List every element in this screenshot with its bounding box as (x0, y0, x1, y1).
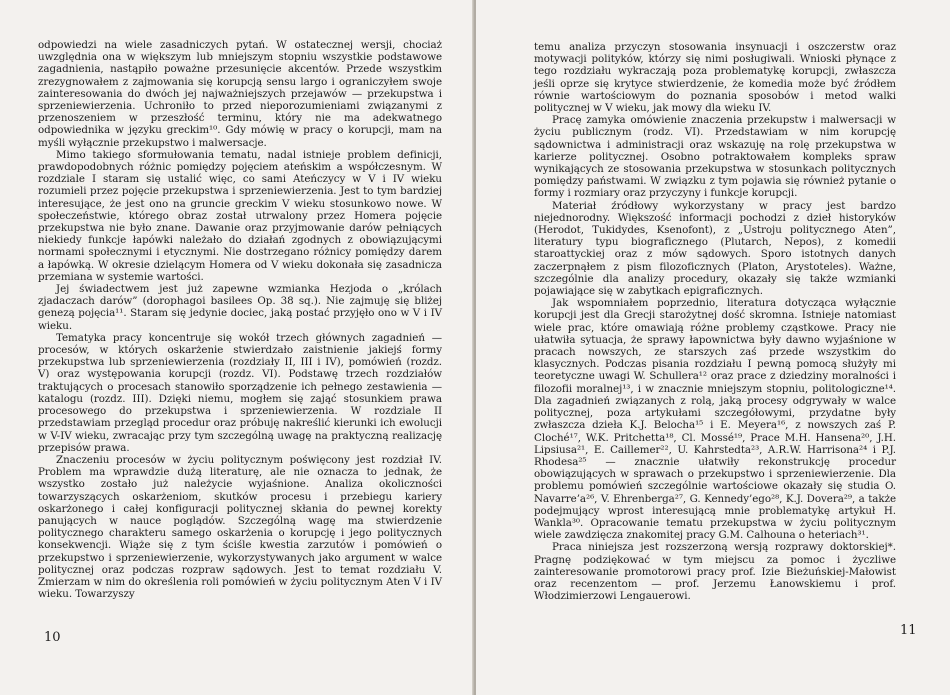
paragraph: odpowiedzi na wiele zasadniczych pytań. W ostatecznej wersji, chociaż uwzględnia ona w większym lub mniejszym stopniu wszystkie podstawowe zagadnienia, nastąpiło poważne przesunięcie akcentów. Przede wszystkim zrezygnowałem z zajmowania się korupcją sensu largo i ograniczyłem swoje zainteresowania do dwóch jej najważniejszych przejawów — przekupstwa i sprzeniewierzenia. Uchroniło to przed nieporozumieniami związanymi z przenoszeniem w przeszłość terminu, który nie ma adekwatnego odpowiednika w języku greckim¹⁰. Gdy mówię w pracy o korupcji, mam na myśli wyłącznie przekupstwo i malwersacje. (38, 39, 442, 149)
paragraph: Znaczeniu procesów w życiu politycznym poświęcony jest rozdział IV. Problem ma wprawdzie dużą literaturę, ale nie oznacza to jednak, że wszystko zostało już należycie wyjaśnione. Analiza okoliczności towarzyszących oskarżeniom, skutków procesu i przebiegu kariery oskarżonego i całej konfiguracji politycznej skłania do pewnej korekty panujących w nauce poglądów. Szczególną wagę ma stwierdzenie politycznego charakteru samego oskarżenia o korupcję i jego politycznych konsekwencji. Wiąże się z tym ściśle kwestia zarzutów i pomówień o przekupstwo i sprzeniewierzenie, wykorzystywanych jako argument w walce politycznej oraz podczas rozpraw sądowych. Jest to temat rozdziału V. Zmierzam w nim do określenia roli pomówień w życiu politycznym Aten V i IV wieku. Towarzyszy (38, 453, 442, 601)
paragraph: Praca niniejsza jest rozszerzoną wersją rozprawy doktorskiej*. Pragnę podziękować w tym miejscu za pomoc i życzliwe zainteresowanie promotorowi pracy prof. Izie Bieżuńskiej-Małowist oraz recenzentom — prof. Jerzemu Łanowskiemu i prof. Włodzimierzowi Lengauerowi. (534, 541, 896, 603)
left-page (0, 0, 474, 695)
right-page-text (534, 41, 896, 602)
left-page-text (38, 39, 442, 600)
paragraph: Mimo takiego sformułowania tematu, nadal istnieje problem definicji, prawdopodobnych różnic pomiędzy pojęciem ateńskim a współczesnym. W rozdziale I staram się ustalić więc, co sami Ateńczycy w V i IV wieku rozumieli przez pojęcie przekupstwa i sprzeniewierzenia. Jest to tym bardziej interesujące, że jest ono na gruncie greckim V wieku stosunkowo nowe. W społeczeństwie, którego obraz został utrwalony przez Homera pojęcie przekupstwa nie było znane. Dawanie oraz przyjmowanie darów pełniących niekiedy funkcje łapówki należało do działań zgodnych z obowiązującymi normami społecznymi i etycznymi. Nie dostrzegano różnicy pomiędzy darem a łapówką. W okresie dzielącym Homera od V wieku dokonała się zasadnicza przemiana w systemie wartości. (38, 148, 442, 283)
page-number-left: 10 (44, 630, 61, 645)
paragraph: Pracę zamyka omówienie znaczenia przekupstw i malwersacji w życiu publicznym (rodz. VI). Przedstawiam w nim korupcję sądownictwa i administracji oraz wskazuję na rolę przekupstwa w karierze politycznej. Osobno potraktowałem kompleks spraw wynikających ze stosowania przekupstwa w stosunkach politycznych pomiędzy państwami. W związku z tym pojawia się również pytanie o formy i rozmiary oraz przyczyny i funkcje korupcji. (534, 114, 896, 200)
paragraph: temu analiza przyczyn stosowania insynuacji i oszczerstw oraz motywacji polityków, którzy się nimi posługiwali. Wnioski płynące z tego rozdziału wykraczają poza problematykę korupcji, zwłaszcza jeśli oprze się krytyce stwierdzenie, że komedia może być źródłem równie wartościowym do poznania sposobów i metod walki politycznej w V wieku, jak mowy dla wieku IV. (534, 41, 896, 115)
paragraph: Jej świadectwem jest już zapewne wzmianka Hezjoda o „królach zjadaczach darów” (dorophagoi basilees Op. 38 sq.). Nie zajmuję się bliżej genezą pojęcia¹¹. Staram się jedynie dociec, jaką postać przyjęło ono w V i IV wieku. (38, 283, 442, 332)
paragraph: Tematyka pracy koncentruje się wokół trzech głównych zagadnień — procesów, w których oskarżenie stwierdzało zaistnienie jakiejś formy przekupstwa lub sprzeniewierzenia (rozdziały II, III i IV), pomówień (rozdz. V) oraz występowania korupcji (rozdz. VI). Podstawę trzech rozdziałów traktujących o procesach stanowiło sporządzenie ich pełnego zestawienia — katalogu (rozdz. III). Dzięki niemu, mogłem się zająć stosunkiem prawa procesowego do przekupstwa i sprzeniewierzenia. W rozdziale II przedstawiam przegląd procedur oraz próbuję nakreślić kierunki ich ewolucji w V-IV wieku, zwracając przy tym szczególną uwagę na praktyczną realizację przepisów prawa. (38, 331, 442, 454)
paragraph: Materiał źródłowy wykorzystany w pracy jest bardzo niejednorodny. Większość informacji pochodzi z dzieł historyków (Herodot, Tukidydes, Ksenofont), z „Ustroju politycznego Aten”, literatury typu biograficznego (Plutarch, Nepos), z komedii staroattyckiej oraz z mów sądowych. Sporo istotnych danych zaczerpnąłem z pism filozoficznych (Platon, Arystoteles). Ważne, szczególnie dla analizy procedury, okazały się także wzmianki pojawiające się w zabytkach epigraficznych. (534, 199, 896, 298)
paragraph: Jak wspomniałem poprzednio, literatura dotycząca wyłącznie korupcji jest dla Grecji starożytnej dość skromna. Istnieje natomiast wiele prac, które omawiają różne problemy cząstkowe. Pracy nie ułatwiła sytuacja, że sprawy łapownictwa były dawno wyjaśnione w pracach nowszych, ze starszych zaś przede wszystkim do klasycznych. Podczas pisania rozdziału I pewną pomocą służyły mi teoretyczne uwagi W. Schullera¹² oraz prace z dziedziny moralności i filozofii moralnej¹³, i w znacznie mniejszym stopniu, politologiczne¹⁴. Dla zagadnień związanych z rolą, jaką procesy odgrywały w walce politycznej, poza artykułami szczegółowymi, przydatne były zwłaszcza dzieła K.J. Belocha¹⁵ i E. Meyera¹⁶, z nowszych zaś P. Cloché¹⁷, W.K. Pritchetta¹⁸, Cl. Mossé¹⁹, Prace M.H. Hansena²⁰, J.H. Lipsiusa²¹, E. Caillemer²², U. Kahrstedta²³, A.R.W. Harrisona²⁴ i P.J. Rhodesa²⁵ — znacznie ułatwiły rekonstrukcję procedur obowiązujących w sprawach o przekupstwo i sprzeniewierzenie. Dla problemu pomówień szczególnie wartościowe okazały się studia O. Navarre’a²⁶, V. Ehrenberga²⁷, G. Kennedy’ego²⁸, K.J. Dovera²⁹, a także podejmujący wprost interesującą mnie problematykę artykuł H. Wankla³⁰. Opracowanie tematu przekupstwa w życiu politycznym wiele zawdzięcza znakomitej pracy G.M. Calhouna o heteriach³¹. (534, 297, 896, 542)
right-page (476, 0, 950, 695)
page-number-right: 11 (900, 623, 917, 638)
